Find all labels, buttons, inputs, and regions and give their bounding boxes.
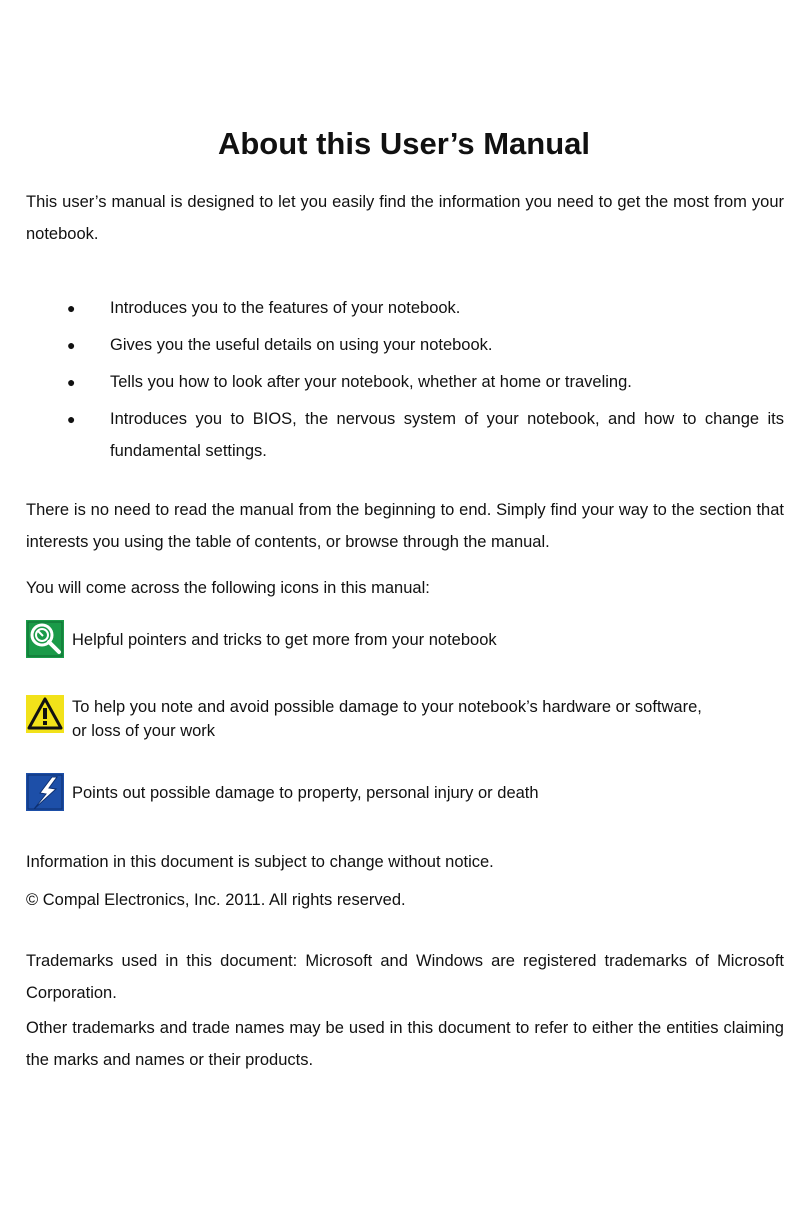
- bullet-symbol: ●: [67, 337, 76, 353]
- icon-legend-line: Helpful pointers and tricks to get more from your notebook: [72, 631, 497, 649]
- warning-triangle-icon: [26, 695, 64, 733]
- list-item-text: Tells you how to look after your notebook, whether at home or traveling.: [110, 373, 632, 391]
- list-item: [26, 366, 784, 398]
- list-item-text: Gives you the useful details on using your notebook.: [110, 336, 493, 354]
- icon-legend-line: Points out possible damage to property, personal injury or death: [72, 784, 539, 802]
- bullet-symbol: ●: [67, 411, 76, 427]
- navigation-paragraph: There is no need to read the manual from the beginning to end. Simply find your way to the section that interests you using the table of contents, or browse through the manual.: [26, 501, 784, 551]
- icon-legend-line: or loss of your work: [72, 722, 216, 740]
- list-item: [26, 329, 784, 361]
- intro-paragraph: This user’s manual is designed to let you easily find the information you need to get the most from your notebook.: [26, 193, 784, 243]
- page-title: About this User’s Manual: [217, 126, 591, 161]
- icon-legend-line: To help you note and avoid possible damage to your notebook’s hardware or software,: [72, 698, 702, 716]
- list-item: [26, 403, 784, 467]
- list-item-text: Introduces you to BIOS, the nervous system of your notebook, and how to change its fundamental settings.: [110, 410, 784, 460]
- copyright-text: © Compal Electronics, Inc. 2011. All rights reserved.: [26, 891, 406, 909]
- icon-legend-text: [72, 628, 772, 652]
- magnifier-tip-icon: [26, 620, 64, 658]
- icon-legend-text: [72, 781, 772, 805]
- feature-list: [26, 292, 784, 472]
- bullet-symbol: ●: [67, 374, 76, 390]
- bullet-symbol: ●: [67, 300, 76, 316]
- list-item-text: Introduces you to the features of your notebook.: [110, 299, 461, 317]
- icon-legend-text: [72, 695, 772, 743]
- icons-intro: You will come across the following icons in this manual:: [26, 579, 430, 597]
- lightning-bolt-icon: [26, 773, 64, 811]
- notice-text: Information in this document is subject to change without notice.: [26, 853, 494, 871]
- list-item: [26, 292, 784, 324]
- other-trademarks-paragraph: Other trademarks and trade names may be used in this document to refer to either the entities claiming the marks and names or their products.: [26, 1019, 784, 1069]
- trademarks-paragraph: Trademarks used in this document: Microsoft and Windows are registered trademarks of Microsoft Corporation.: [26, 952, 784, 1002]
